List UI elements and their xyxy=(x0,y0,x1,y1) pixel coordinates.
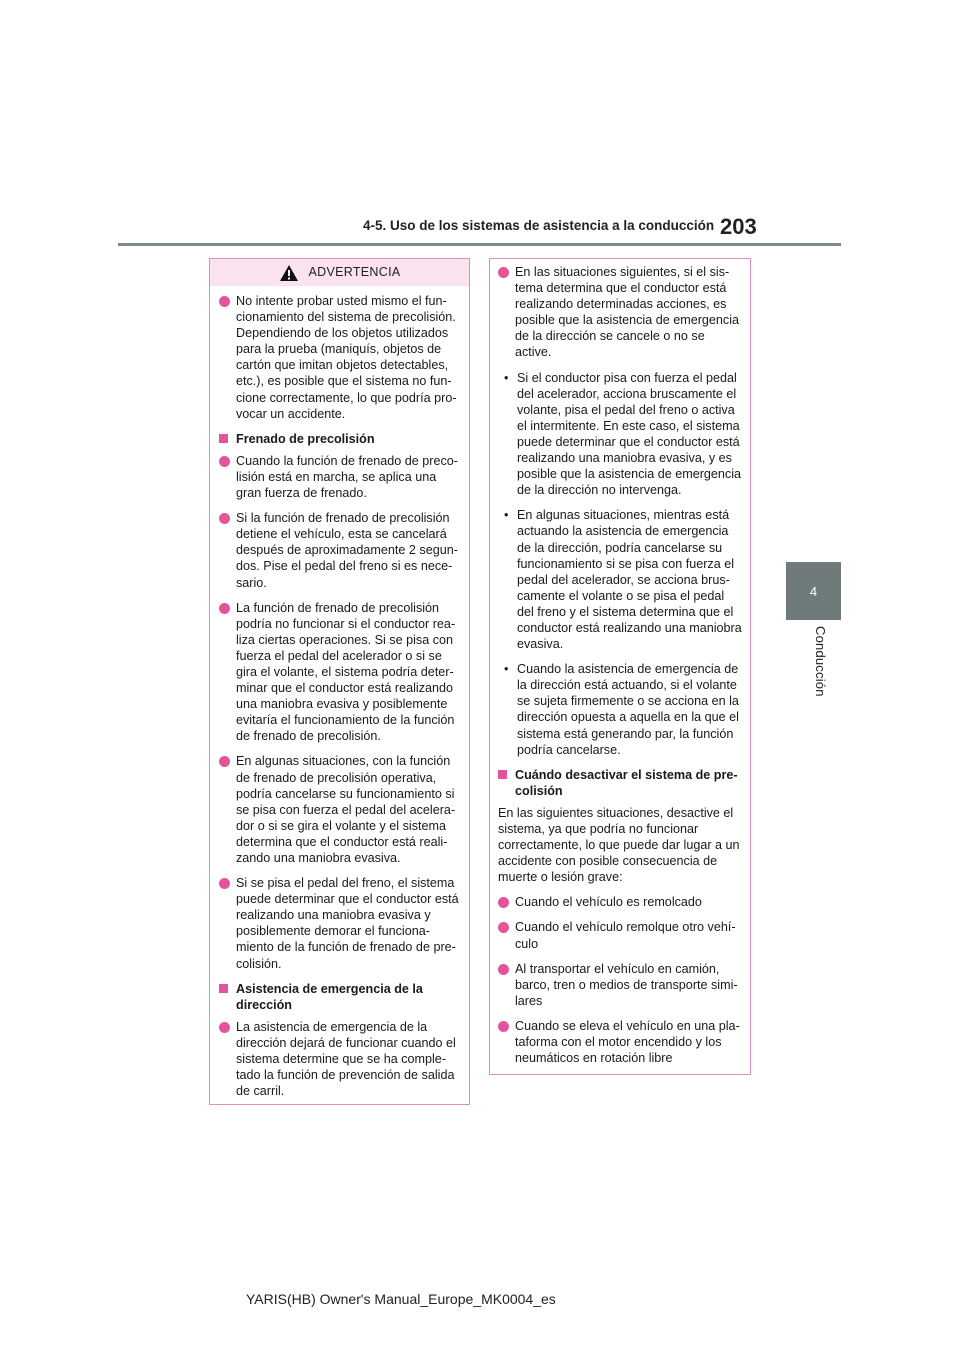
bullet-dot-icon xyxy=(498,922,509,933)
chapter-tab[interactable] xyxy=(786,562,841,620)
footer-manual-id: YARIS(HB) Owner's Manual_Europe_MK0004_es xyxy=(246,1291,556,1307)
chapter-tab-number: 4 xyxy=(809,583,818,599)
bullet-text: Al transportar el vehículo en camión, barco, tren o medios de transporte similares xyxy=(515,961,738,1008)
bullet-dot-icon xyxy=(219,878,230,889)
bullet-item xyxy=(498,919,742,951)
bullet-item xyxy=(219,600,460,745)
bullet-item xyxy=(219,1019,460,1099)
bullet-item xyxy=(219,753,460,866)
sub-bullet-mark: • xyxy=(504,370,509,385)
paragraph xyxy=(498,805,742,885)
bullet-text: Si la función de frenado de precolisión detiene el vehículo, esta se cancelará después de aproximadamente 2 segundos. Pise el pedal del freno si es necesario. xyxy=(236,511,458,590)
warning-title: ADVERTENCIA xyxy=(308,265,401,280)
paragraph-text: En las siguientes situaciones, desactive el sistema, ya que podría no funcionar correctamente, lo que puede dar lugar a un accidente con posible consecuencia de muerte o lesión grave: xyxy=(498,805,740,885)
bullet-dot-icon xyxy=(219,603,230,614)
bullet-dot-icon xyxy=(498,964,509,975)
bullet-dot-icon xyxy=(498,897,509,908)
bullet-text: Cuando se eleva el vehículo en una plataforma con el motor encendido y los neumáticos en rotación libre xyxy=(515,1018,740,1066)
bullet-dot-icon xyxy=(498,1021,509,1032)
bullet-text: En las situaciones siguientes, si el sistema determina que el conductor está realizando determinadas acciones, es posible que la asistencia de emergencia de la dirección se cancele o no se active. xyxy=(515,265,740,360)
bullet-dot-icon xyxy=(219,756,230,767)
sub-bullet-mark: • xyxy=(504,508,509,523)
square-bullet-icon xyxy=(219,434,228,443)
square-bullet-icon xyxy=(498,770,507,779)
sub-bullet-mark: • xyxy=(504,662,509,677)
subheading-text: Asistencia de emergencia de la dirección xyxy=(236,981,423,1012)
bullet-item xyxy=(498,961,742,1009)
square-bullet-icon xyxy=(219,984,228,993)
bullet-item xyxy=(498,264,742,361)
subheading xyxy=(219,981,460,1013)
bullet-text: Cuando el vehículo es remolcado xyxy=(515,895,702,910)
bullet-text: En algunas situaciones, con la función de frenado de precolisión operativa, podría cancelarse su funcionamiento si se pisa con fuerza el pedal del acelerador o si se gira el volante y el sistema determina que el conductor está realizando una maniobra evasiva. xyxy=(236,754,456,865)
bullet-dot-icon xyxy=(219,513,230,524)
sub-bullet-item xyxy=(504,370,742,499)
bullet-text: Si se pisa el pedal del freno, el sistema puede determinar que el conductor está realizando una maniobra evasiva y posiblemente demorar el funcionamiento de la función de frenado de precolisión. xyxy=(236,876,459,971)
bullet-dot-icon xyxy=(219,296,230,307)
bullet-text: No intente probar usted mismo el funcionamiento del sistema de precolisión. Dependiendo de los objetos utilizados para la prueba (maniquís, objetos de cartón que imitan objetos detectables, etc.), es posible que el sistema no funcione correctamente, lo que podría provocar un accidente. xyxy=(236,294,457,421)
header-divider xyxy=(118,243,841,246)
warning-triangle-icon xyxy=(279,264,299,282)
sub-bullet-text: Cuando la asistencia de emergencia de la dirección está actuando, si el volante se sujeta firmemente o se acciona en la dirección opuesta a aquella en la que el sistema está generando par, la función podría cancelarse. xyxy=(517,662,739,757)
bullet-item xyxy=(498,1018,742,1066)
bullet-dot-icon xyxy=(219,1022,230,1033)
sub-bullet-text: En algunas situaciones, mientras está actuando la asistencia de emergencia de la dirección, podría cancelarse su funcionamiento si se pisa con fuerza el pedal del acelerador, se acciona bruscamente el volante o se pisa el pedal del freno y el sistema determina que el conductor está realizando una maniobra evasiva. xyxy=(517,508,742,652)
subheading-text: Frenado de precolisión xyxy=(236,431,375,446)
subheading xyxy=(498,767,742,799)
bullet-item xyxy=(498,894,742,910)
sub-bullet-item xyxy=(504,507,742,652)
bullet-dot-icon xyxy=(498,267,509,278)
section-title: 4-5. Uso de los sistemas de asistencia a la conducción xyxy=(363,218,715,233)
bullet-text: La asistencia de emergencia de la dirección dejará de funcionar cuando el sistema determine que se ha completado la función de prevención de salida de carril. xyxy=(236,1019,456,1099)
bullet-text: La función de frenado de precolisión podría no funcionar si el conductor realiza ciertas operaciones. Si se pisa con fuerza el pedal del acelerador o si se gira el volante, el sistema podría determinar que el conductor está realizando una maniobra evasiva y posiblemente evitaría el funcionamiento de la función de frenado de precolisión. xyxy=(236,600,456,744)
sub-bullet-item xyxy=(504,661,742,758)
bullet-text: Cuando el vehículo remolque otro vehículo xyxy=(515,920,736,951)
chapter-tab-label: Conducción xyxy=(813,626,828,697)
bullet-item xyxy=(219,453,460,501)
bullet-text: Cuando la función de frenado de precolisión está en marcha, se aplica una gran fuerza de frenado. xyxy=(236,453,458,501)
warning-header xyxy=(210,259,469,286)
bullet-item xyxy=(219,293,460,422)
bullet-item xyxy=(219,875,460,972)
page-number: 203 xyxy=(720,214,757,239)
bullet-item xyxy=(219,510,460,590)
warning-content-left xyxy=(219,286,469,1099)
sub-bullet-text: Si el conductor pisa con fuerza el pedal del acelerador, acciona bruscamente el volante, pisa el pedal del freno o activa el intermitente. En este caso, el sistema puede determinar que el conductor está realizando una maniobra evasiva, y es posible que la asistencia de emergencia de la dirección no intervenga. xyxy=(517,370,742,498)
warning-box-right xyxy=(489,258,751,1075)
subheading xyxy=(219,431,460,447)
subheading-text: Cuándo desactivar el sistema de precolisión xyxy=(515,767,738,798)
warning-box-left xyxy=(209,258,470,1105)
bullet-dot-icon xyxy=(219,456,230,467)
